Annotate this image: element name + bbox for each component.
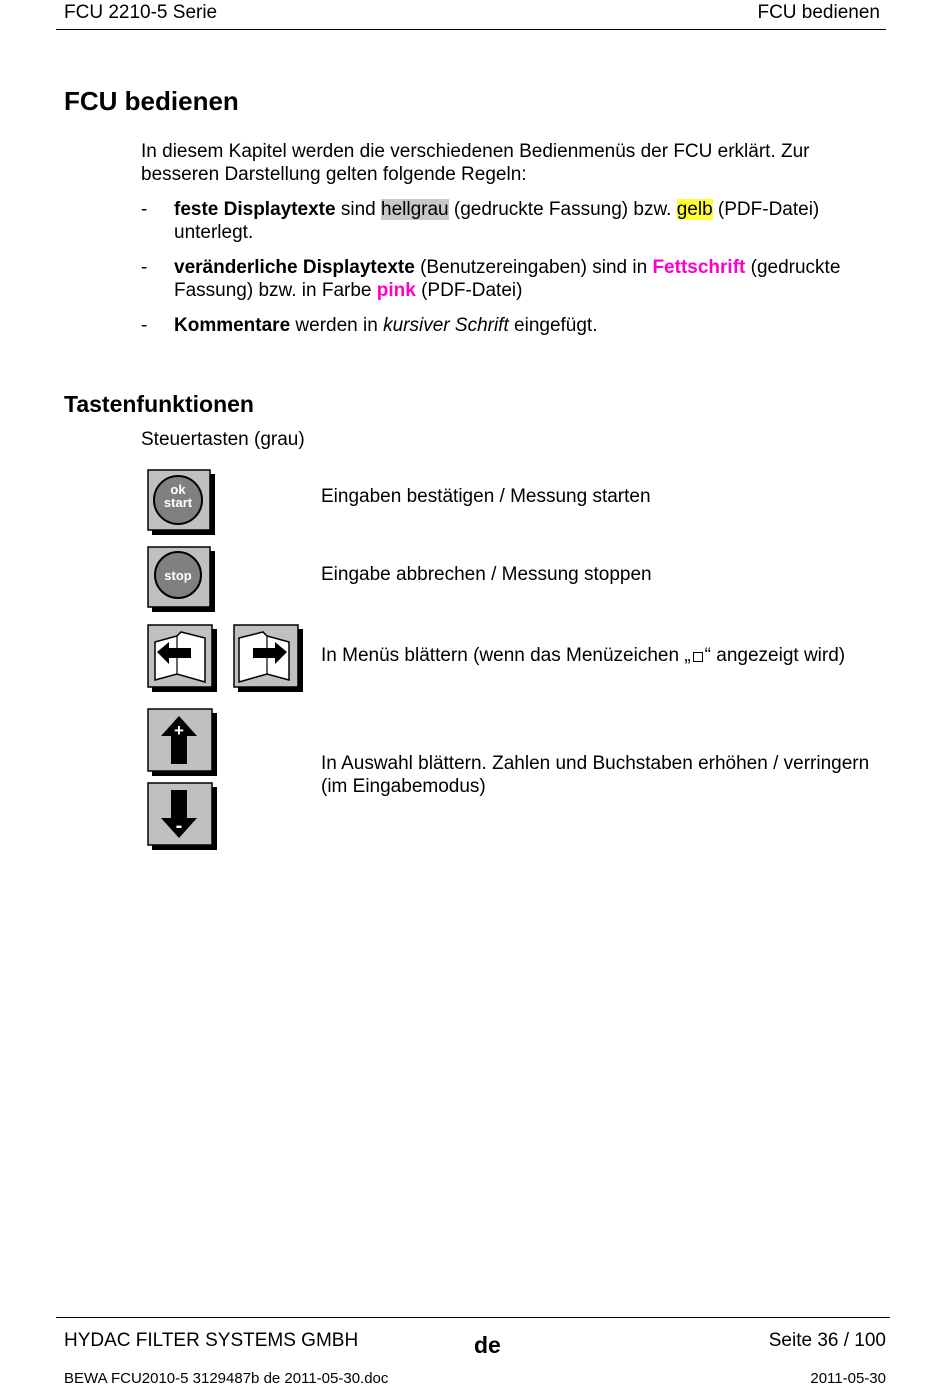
page-forward-key-icon [233, 624, 305, 694]
header-right: FCU bedienen [757, 2, 880, 23]
key-description-text: In Menüs blättern (wenn das Menüzeichen „ [321, 645, 691, 666]
rule-variable-texts [141, 256, 886, 302]
footer-document-reference: BEWA FCU2010-5 3129487b de 2011-05-30.doc [64, 1370, 389, 1387]
stop-key-icon [147, 546, 217, 614]
key-description: In Auswahl blättern. Zahlen und Buchstaben erhöhen / verringern (im Eingabemodus) [321, 753, 870, 797]
footer-company: HYDAC FILTER SYSTEMS GMBH [64, 1330, 359, 1351]
header-left: FCU 2210-5 Serie [64, 2, 218, 23]
key-label-minus: - [175, 815, 183, 837]
highlight-yellow: gelb [676, 199, 713, 220]
rule-text: (gedruckte Fassung) bzw. in Farbe [174, 257, 841, 301]
footer-language: de [474, 1332, 501, 1358]
page-back-key-icon [147, 624, 219, 694]
rule-text: (PDF-Datei) unterlegt. [174, 199, 820, 243]
key-label-plus: + [174, 721, 184, 740]
italic-text: kursiver Schrift [383, 315, 509, 336]
footer-page-number: Seite 36 / 100 [768, 1330, 886, 1351]
rule-text: werden in [290, 315, 384, 336]
rule-comments [141, 314, 886, 337]
key-label-start: start [163, 495, 193, 510]
rule-text: (gedruckte Fassung) bzw. [448, 199, 677, 220]
key-description: Eingabe abbrechen / Messung stoppen [321, 564, 652, 585]
key-description: Eingaben bestätigen / Messung starten [321, 486, 651, 507]
list-dash: - [141, 257, 148, 278]
intro-paragraph: In diesem Kapitel werden die verschiedenen Bedienmenüs der FCU erklärt. Zur besseren Darstellung gelten folgende Regeln: [141, 141, 810, 185]
pink-bold-text: pink [376, 280, 416, 301]
page-footer [56, 1317, 890, 1398]
list-dash: - [141, 199, 148, 220]
page-header [56, 0, 886, 30]
rule-term: Kommentare [174, 315, 291, 336]
footer-date: 2011-05-30 [810, 1370, 886, 1387]
key-description-text: “ angezeigt wird) [704, 645, 846, 666]
key-label-stop: stop [164, 568, 192, 583]
page-title: FCU bedienen [64, 86, 239, 116]
section-subtitle: Steuertasten (grau) [141, 429, 305, 450]
list-dash: - [141, 315, 148, 336]
ok-start-key-icon [147, 469, 217, 537]
rule-text: sind [335, 199, 381, 220]
down-arrow-key-icon [147, 782, 219, 852]
key-description [321, 644, 881, 667]
rules-list [141, 198, 886, 349]
rule-fixed-texts [141, 198, 886, 244]
section-title: Tastenfunktionen [64, 391, 254, 417]
up-arrow-key-icon [147, 708, 219, 778]
highlight-grey: hellgrau [381, 199, 449, 220]
rule-text: (PDF-Datei) [415, 280, 523, 301]
menu-symbol-icon [693, 652, 703, 662]
rule-term: veränderliche Displaytexte [174, 257, 415, 278]
key-label-ok: ok [170, 482, 186, 497]
rule-term: feste Displaytexte [174, 199, 336, 220]
pink-bold-text: Fettschrift [652, 257, 746, 278]
rule-text: eingefügt. [508, 315, 598, 336]
rule-text: (Benutzereingaben) sind in [414, 257, 653, 278]
